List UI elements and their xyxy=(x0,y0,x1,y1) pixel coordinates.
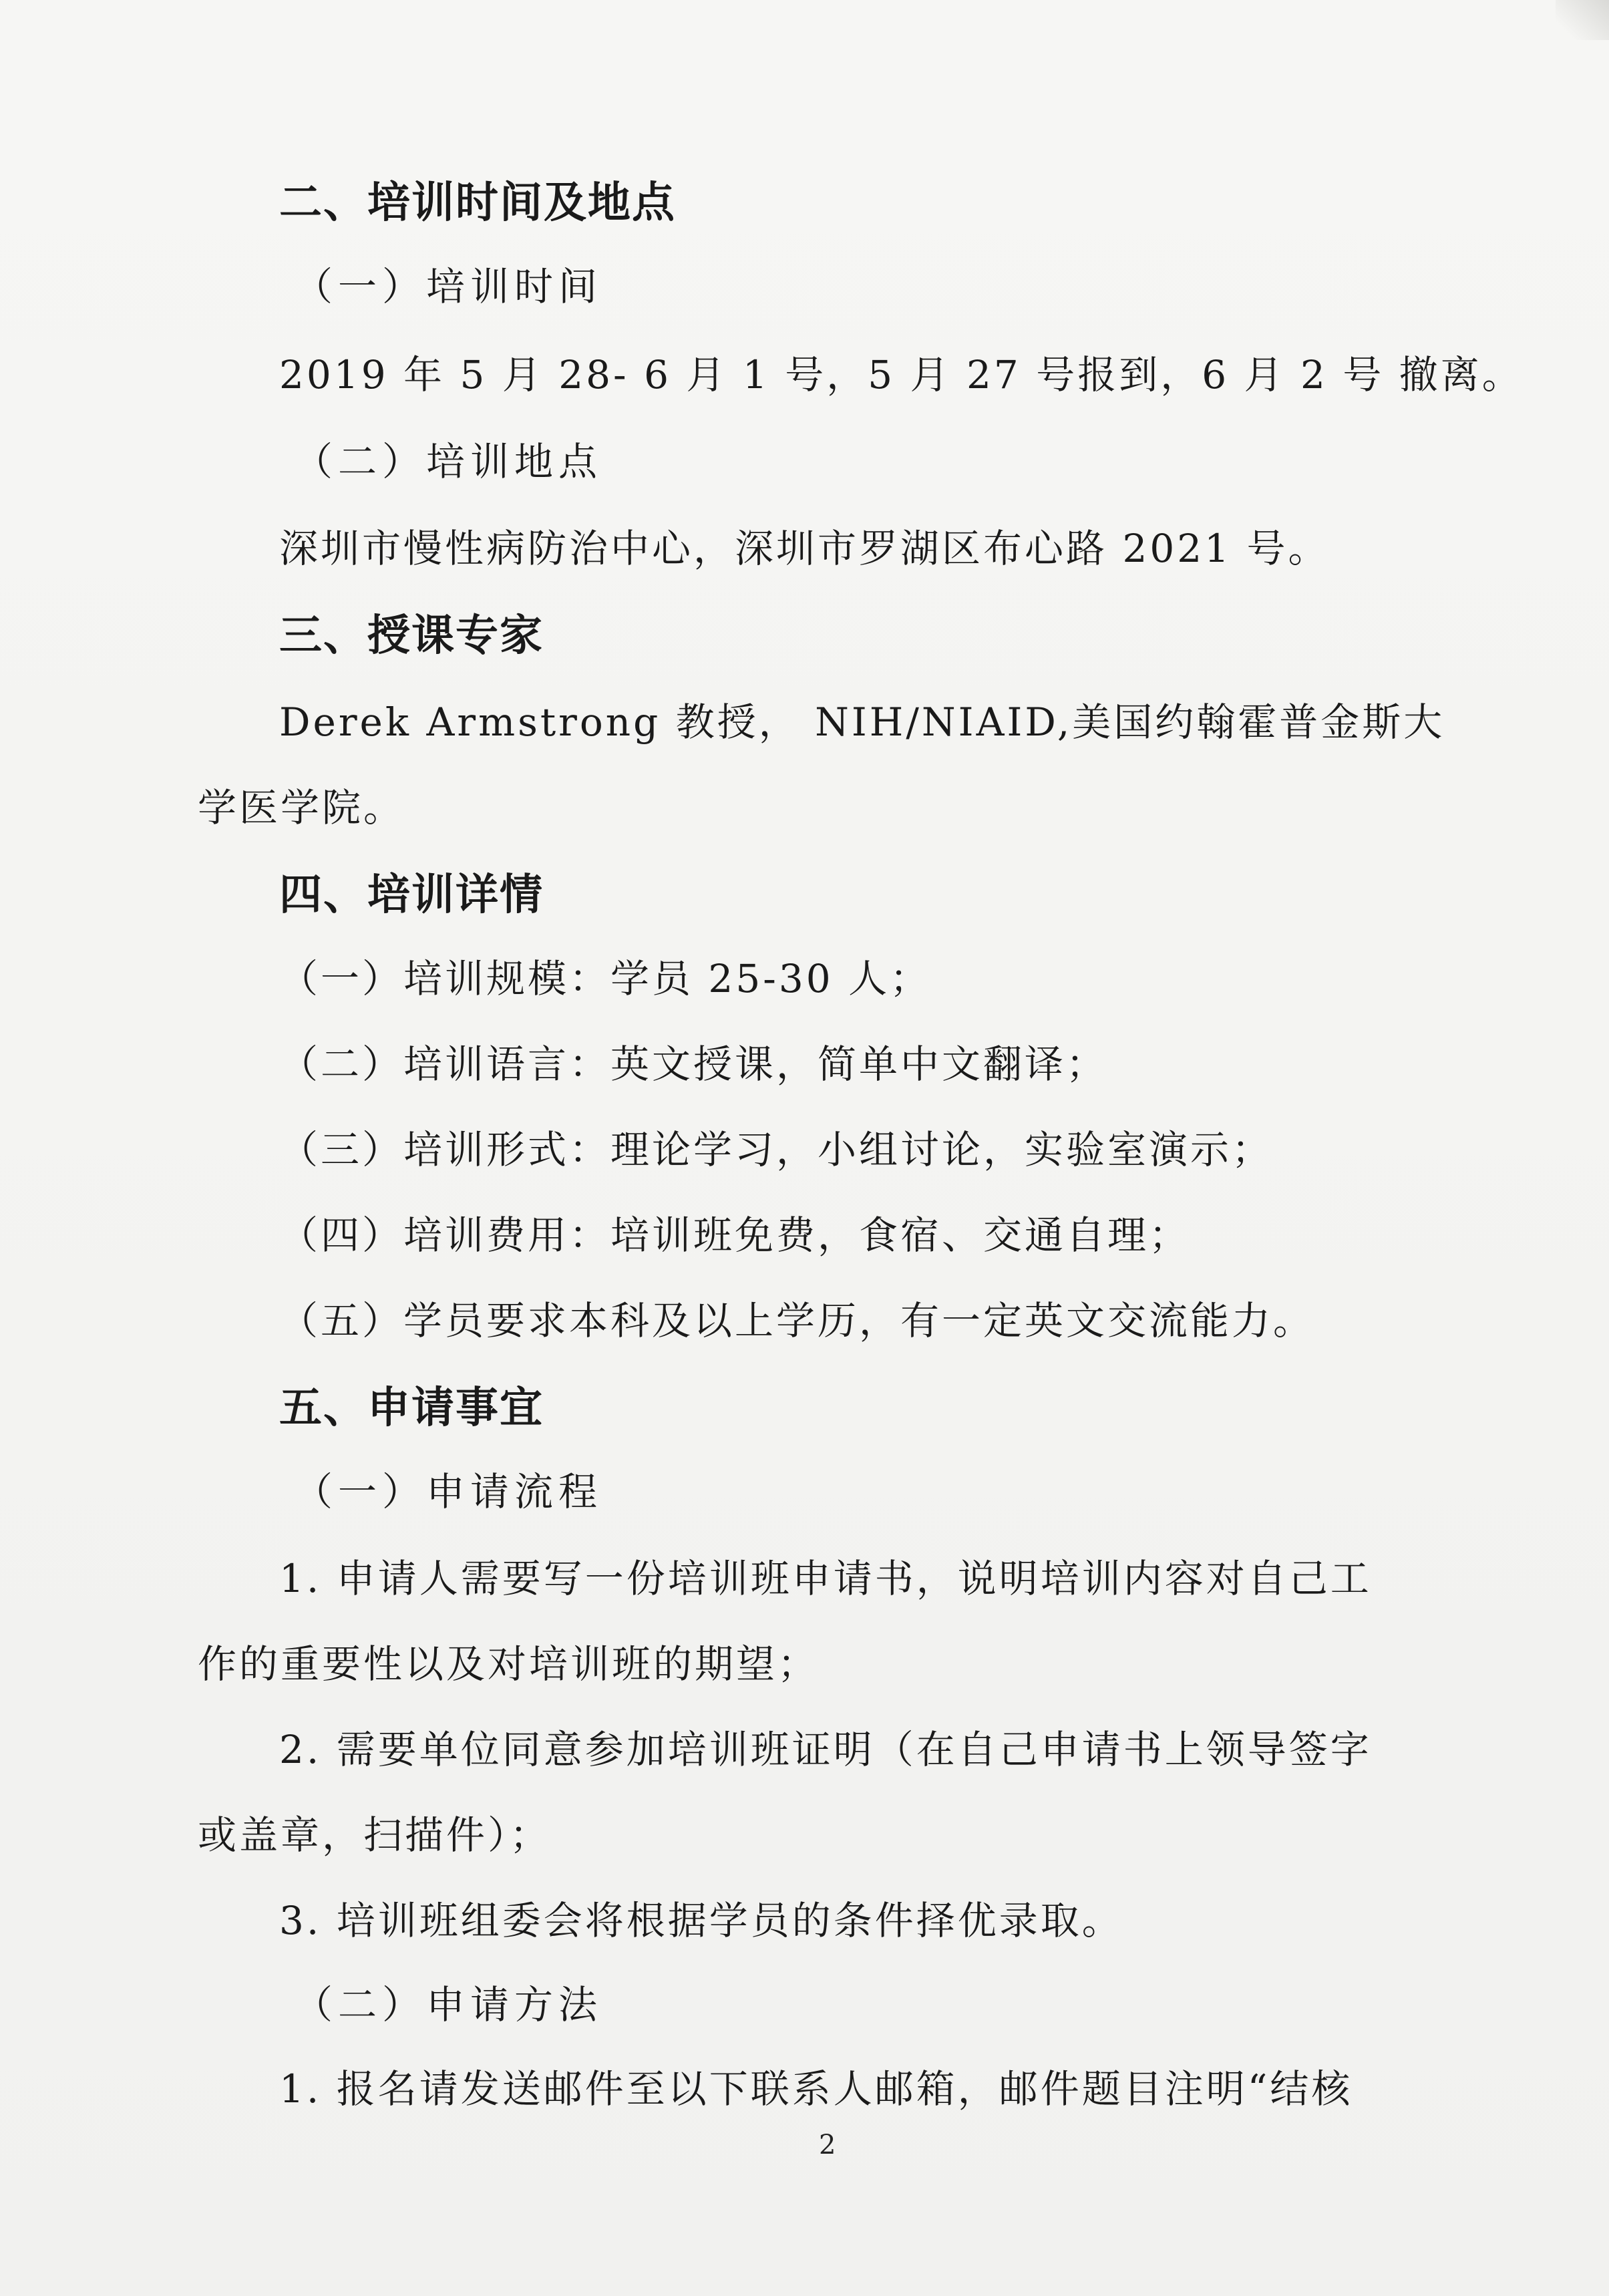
subheading-training-time: （一）培训时间 xyxy=(294,264,603,309)
section-heading-training-time-place: 二、培训时间及地点 xyxy=(279,178,676,228)
process-step1-line1: 1. 申请人需要写一份培训班申请书，说明培训内容对自己工 xyxy=(279,1556,1372,1601)
detail-format: （三）培训形式：理论学习，小组讨论，实验室演示； xyxy=(279,1127,1274,1172)
detail-fees: （四）培训费用：培训班免费，食宿、交通自理； xyxy=(279,1212,1191,1258)
process-step2-line1: 2. 需要单位同意参加培训班证明（在自己申请书上领导签字 xyxy=(279,1727,1372,1772)
subheading-application-process: （一）申请流程 xyxy=(294,1469,603,1514)
paragraph-training-dates: 2019 年 5 月 28- 6 月 1 号，5 月 27 号报到，6 月 2 号 撤离。 xyxy=(279,352,1524,397)
method-step1-line1: 1. 报名请发送邮件至以下联系人邮箱，邮件题目注明“结核 xyxy=(279,2066,1353,2112)
section-heading-application: 五、申请事宜 xyxy=(279,1383,544,1433)
paper-fold-corner xyxy=(1556,0,1609,40)
detail-requirements: （五）学员要求本科及以上学历，有一定英文交流能力。 xyxy=(279,1298,1315,1343)
section-heading-lecturers: 三、授课专家 xyxy=(279,611,544,661)
paragraph-lecturer-line2: 学医学院。 xyxy=(198,785,405,830)
paragraph-training-address: 深圳市慢性病防治中心，深圳市罗湖区布心路 2021 号。 xyxy=(279,526,1330,571)
paragraph-lecturer-line1: Derek Armstrong 教授， NIH/NIAID,美国约翰霍普金斯大 xyxy=(279,699,1445,745)
page-number: 2 xyxy=(819,2130,836,2160)
process-step3: 3. 培训班组委会将根据学员的条件择优录取。 xyxy=(279,1898,1123,1943)
section-heading-training-details: 四、培训详情 xyxy=(279,870,544,920)
detail-scale: （一）培训规模：学员 25-30 人； xyxy=(279,956,932,1001)
process-step2-line2: 或盖章，扫描件）； xyxy=(198,1812,552,1858)
subheading-application-method: （二）申请方法 xyxy=(294,1982,603,2027)
process-step1-line2: 作的重要性以及对培训班的期望； xyxy=(198,1641,820,1687)
subheading-training-location: （二）培训地点 xyxy=(294,439,603,484)
detail-language: （二）培训语言：英文授课，简单中文翻译； xyxy=(279,1041,1108,1087)
